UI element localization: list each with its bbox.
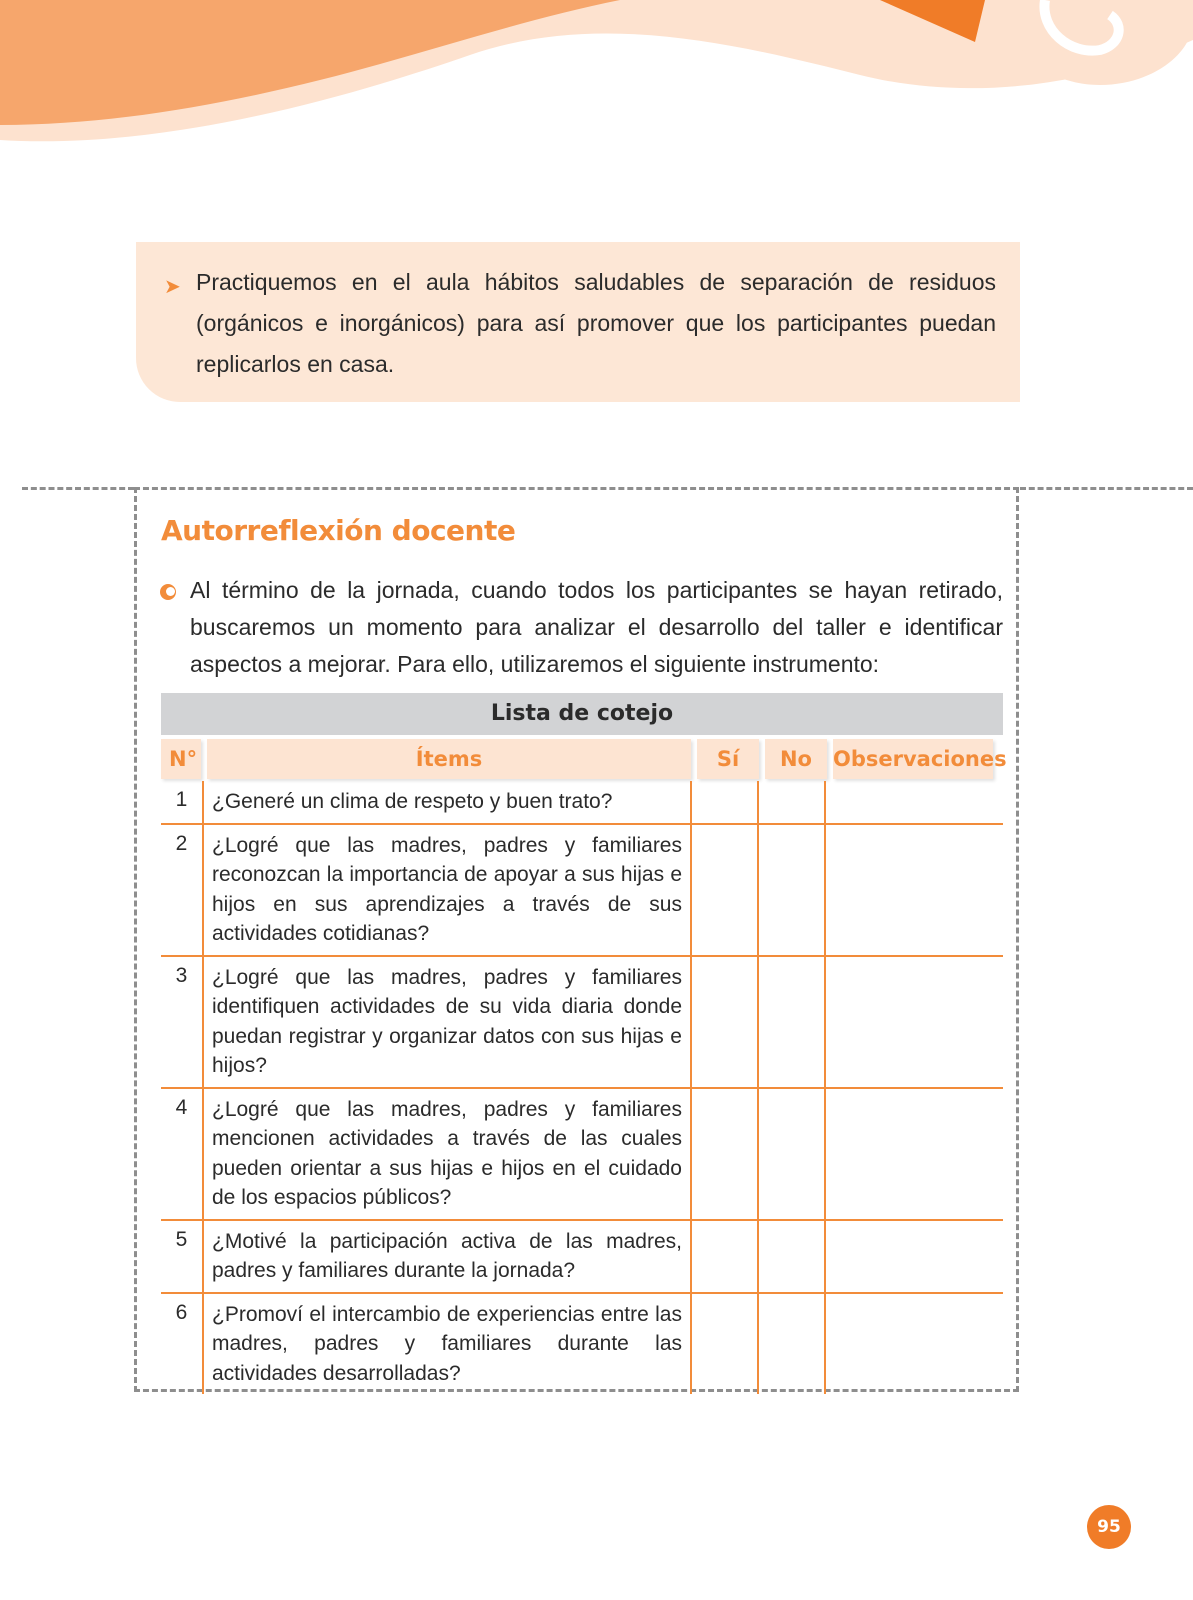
observaciones-cell[interactable]	[826, 781, 1003, 823]
row-number: 4	[161, 1089, 204, 1219]
no-cell[interactable]	[759, 957, 826, 1087]
observaciones-cell[interactable]	[826, 1089, 1003, 1219]
row-number: 2	[161, 825, 204, 955]
table-row	[161, 825, 1003, 957]
header-num: N°	[161, 739, 201, 779]
no-cell[interactable]	[759, 1221, 826, 1292]
si-cell[interactable]	[692, 1221, 759, 1292]
no-cell[interactable]	[759, 781, 826, 823]
bullet-icon	[160, 584, 176, 600]
no-cell[interactable]	[759, 825, 826, 955]
table-row	[161, 781, 1003, 825]
si-cell[interactable]	[692, 825, 759, 955]
tip-box	[136, 242, 1020, 402]
section-title: Autorreflexión docente	[161, 514, 516, 547]
header-items: Ítems	[207, 739, 691, 779]
page-number: 95	[1087, 1505, 1131, 1549]
table-row	[161, 1294, 1003, 1395]
table-body	[161, 781, 1003, 1394]
reflection-section	[134, 487, 1019, 1392]
si-cell[interactable]	[692, 1089, 759, 1219]
header-no: No	[765, 739, 827, 779]
row-item: ¿Promoví el intercambio de experiencias entre las madres, padres y familiares durante las actividades desarrolladas?	[204, 1294, 692, 1395]
no-cell[interactable]	[759, 1089, 826, 1219]
si-cell[interactable]	[692, 957, 759, 1087]
row-number: 5	[161, 1221, 204, 1292]
row-item: ¿Generé un clima de respeto y buen trato?	[204, 781, 692, 823]
table-header	[161, 739, 1007, 779]
si-cell[interactable]	[692, 1294, 759, 1395]
row-item: ¿Logré que las madres, padres y familiares reconozcan la importancia de apoyar a sus hijas e hijos en sus aprendizajes a través de sus actividades cotidianas?	[204, 825, 692, 955]
checklist-table	[161, 693, 1007, 1394]
observaciones-cell[interactable]	[826, 825, 1003, 955]
header-wave-decoration	[0, 0, 1193, 150]
table-row	[161, 1089, 1003, 1221]
table-row	[161, 957, 1003, 1089]
observaciones-cell[interactable]	[826, 1221, 1003, 1292]
row-item: ¿Logré que las madres, padres y familiares identifiquen actividades de su vida diaria donde puedan registrar y organizar datos con sus hijas e hijos?	[204, 957, 692, 1087]
row-item: ¿Logré que las madres, padres y familiares mencionen actividades a través de las cuales pueden orientar a sus hijas e hijos en el cuidado de los espacios públicos?	[204, 1089, 692, 1219]
row-item: ¿Motivé la participación activa de las madres, padres y familiares durante la jornada?	[204, 1221, 692, 1292]
observaciones-cell[interactable]	[826, 1294, 1003, 1395]
row-number: 3	[161, 957, 204, 1087]
dashed-divider-left	[22, 487, 134, 490]
no-cell[interactable]	[759, 1294, 826, 1395]
intro-text: Al término de la jornada, cuando todos los participantes se hayan retirado, buscaremos un momento para analizar el desarrollo del taller e identificar aspectos a mejorar. Para ello, utilizaremos el siguiente instrumento:	[190, 577, 1003, 677]
row-number: 1	[161, 781, 204, 823]
si-cell[interactable]	[692, 781, 759, 823]
observaciones-cell[interactable]	[826, 957, 1003, 1087]
checklist-title: Lista de cotejo	[161, 693, 1003, 735]
header-observaciones: Observaciones	[833, 739, 993, 779]
tip-text: Practiquemos en el aula hábitos saludables de separación de residuos (orgánicos e inorgánicos) para así promover que los participantes puedan replicarlos en casa.	[196, 269, 996, 377]
row-number: 6	[161, 1294, 204, 1395]
chevron-right-icon: ➤	[164, 276, 181, 298]
dashed-divider-right	[1020, 487, 1193, 490]
header-si: Sí	[697, 739, 759, 779]
table-row	[161, 1221, 1003, 1294]
